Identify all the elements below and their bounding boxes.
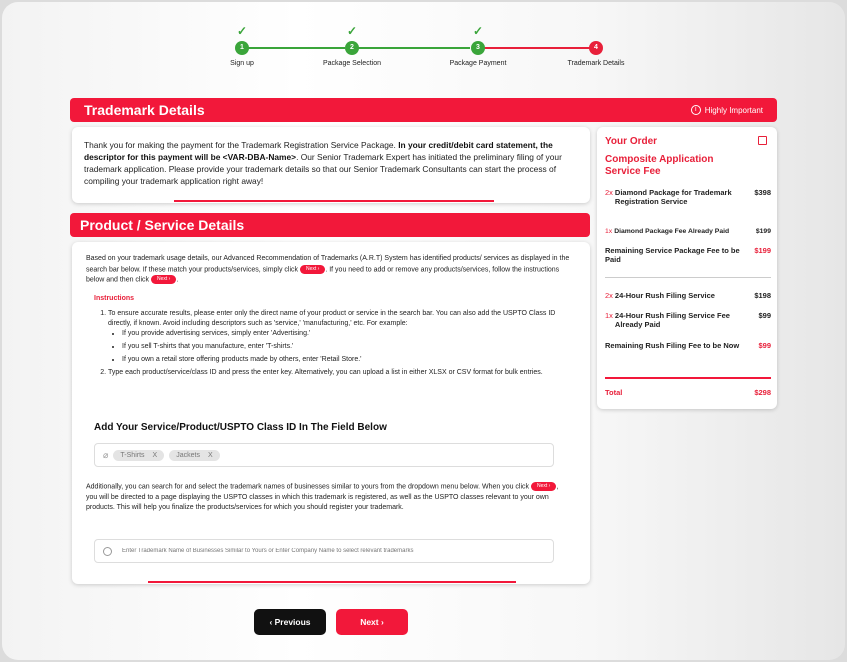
intro-text: . (176, 276, 179, 284)
next-button[interactable]: Next › (336, 609, 408, 635)
order-row (605, 341, 771, 350)
total-divider (605, 377, 771, 379)
inline-next-button[interactable]: Next › (300, 265, 325, 274)
highly-important-badge (691, 105, 763, 115)
row-name: Diamond Package for Trademark Registration Service (614, 188, 732, 206)
row-qty: 2x (605, 291, 613, 300)
product-service-card (72, 242, 590, 584)
row-qty: 1x (605, 228, 613, 235)
card-accent-line (148, 581, 516, 583)
instruction-text: To ensure accurate results, please enter only the direct name of your product or service in the search bar. You can also add the USPTO Class ID directly, if known. Avoid including descriptors such as 'service,' 'manufacturing,' etc. For example: (108, 310, 556, 327)
step-number: 1 (235, 41, 249, 55)
additional-text-part: , you will be directed to a page displaying the USPTO classes in which this trademark is registered, as well as the USPTO classes relevant to your own products. This will help you finalize the products/services for which you should register your trademark. (86, 483, 559, 512)
similar-trademark-search[interactable] (94, 539, 554, 563)
page-frame (2, 2, 845, 660)
row-price: $398 (754, 188, 771, 197)
step-label: Sign up (230, 60, 254, 67)
previous-button[interactable]: ‹ Previous (254, 609, 326, 635)
order-row (605, 188, 771, 206)
row-name: 24-Hour Rush Filing Service Fee Already Paid (614, 311, 730, 329)
checkmark-icon: ✓ (346, 24, 358, 38)
tag-label: Jackets (176, 451, 200, 459)
total-value: $298 (754, 388, 771, 397)
row-qty: 2x (605, 188, 613, 197)
row-price: $199 (755, 228, 771, 235)
row-name: Diamond Package Fee Already Paid (614, 228, 730, 235)
inline-next-button[interactable]: Next › (531, 482, 556, 491)
notice-text: . Our Senior Trademark Expert has initiated the preliminary filing of your trademark application. Please provide your trademark details so that our Senior Trademark Consultants can start the process of compiling your trademark application right away! (84, 152, 562, 186)
order-title: Your Order (605, 136, 658, 147)
step-package-selection[interactable] (292, 24, 412, 67)
instruction-item (108, 309, 566, 365)
progress-stepper (182, 24, 652, 74)
notice-text: Thank you for making the payment for the Trademark Registration Service Package. (84, 140, 399, 150)
step-sign-up[interactable] (182, 24, 302, 67)
intro-text: Based on your trademark usage details, our Advanced Recommendation of Trademarks (A.R.T) System has identified products/ services as displayed in the search bar below. If these match your products/services, simply click (86, 255, 570, 273)
step-label: Package Payment (449, 60, 507, 67)
divider (605, 277, 771, 278)
additional-text-part: Additionally, you can search for and select the trademark names of businesses similar to yours from the dropdown menu below. When you click (86, 483, 531, 491)
row-name: Remaining Service Package Fee to be Paid (605, 246, 740, 264)
order-row (605, 246, 771, 264)
search-icon (103, 547, 112, 556)
row-price: $99 (758, 341, 771, 350)
section-title: Trademark Details (84, 102, 205, 118)
row-qty: 1x (605, 311, 613, 320)
info-icon: i (691, 105, 701, 115)
step-label: Package Selection (323, 60, 381, 67)
instruction-item (108, 368, 566, 378)
order-row (605, 227, 771, 236)
card-accent-line (174, 200, 494, 202)
row-price: $199 (754, 246, 771, 255)
step-label: Trademark Details (567, 60, 625, 67)
order-summary-panel (597, 127, 777, 409)
checkmark-icon: ✓ (472, 24, 484, 38)
edit-icon[interactable] (758, 136, 767, 145)
art-intro-text (86, 254, 578, 286)
descriptor-text: In your credit/debit card statement, the descriptor for this payment will be <VAR-DBA-Name> (84, 140, 553, 162)
row-price: $198 (754, 291, 771, 300)
product-service-header (70, 213, 590, 237)
inline-next-button[interactable]: Next › (151, 275, 176, 284)
payment-notice-card (72, 127, 590, 203)
examples-list (122, 329, 566, 365)
step-number: 3 (471, 41, 485, 55)
badge-label: Highly Important (704, 105, 763, 115)
total-label: Total (605, 388, 623, 397)
additional-text (86, 482, 566, 514)
order-row (605, 311, 771, 329)
payment-notice-text (84, 139, 578, 187)
product-tag[interactable] (169, 450, 219, 461)
step-number: 2 (345, 41, 359, 55)
instructions-title: Instructions (94, 295, 135, 302)
example-item: • If you provide advertising services, simply enter 'Advertising.' (122, 329, 566, 339)
instruction-text: Type each product/service/class ID and press the enter key. Alternatively, you can upload a list in either XLSX or CSV format for bulk entries. (108, 369, 543, 376)
order-total-row (605, 388, 771, 397)
example-item: • If you sell T-shirts that you manufacture, enter 'T-shirts.' (122, 342, 566, 352)
tag-remove-icon[interactable]: X (207, 451, 213, 459)
row-price: $99 (758, 311, 771, 320)
intro-text: . If you need to add or remove any products/services, follow the instructions below and then click (86, 265, 560, 284)
paperclip-icon[interactable]: ⌀ (103, 449, 109, 460)
row-name: 24-Hour Rush Filing Service (614, 291, 715, 300)
order-row (605, 291, 771, 300)
row-name: Remaining Rush Filing Fee to be Now (605, 341, 740, 350)
trademark-details-header (70, 98, 777, 122)
checkmark-icon (536, 24, 656, 38)
tag-label: T-Shirts (120, 451, 145, 459)
step-package-payment[interactable] (418, 24, 538, 67)
step-trademark-details[interactable] (536, 24, 656, 67)
checkmark-icon: ✓ (236, 24, 248, 38)
product-tag[interactable] (113, 450, 164, 461)
tag-remove-icon[interactable]: X (152, 451, 158, 459)
instructions-list (108, 309, 566, 381)
example-item: • If you own a retail store offering products made by others, enter 'Retail Store.' (122, 355, 566, 365)
product-tags-input[interactable] (94, 443, 554, 467)
order-subtitle: Composite Application Service Fee (605, 154, 714, 177)
step-number: 4 (589, 41, 603, 55)
search-input[interactable] (122, 548, 527, 554)
field-title: Add Your Service/Product/USPTO Class ID In The Field Below (94, 422, 387, 433)
section-title: Product / Service Details (80, 217, 245, 233)
